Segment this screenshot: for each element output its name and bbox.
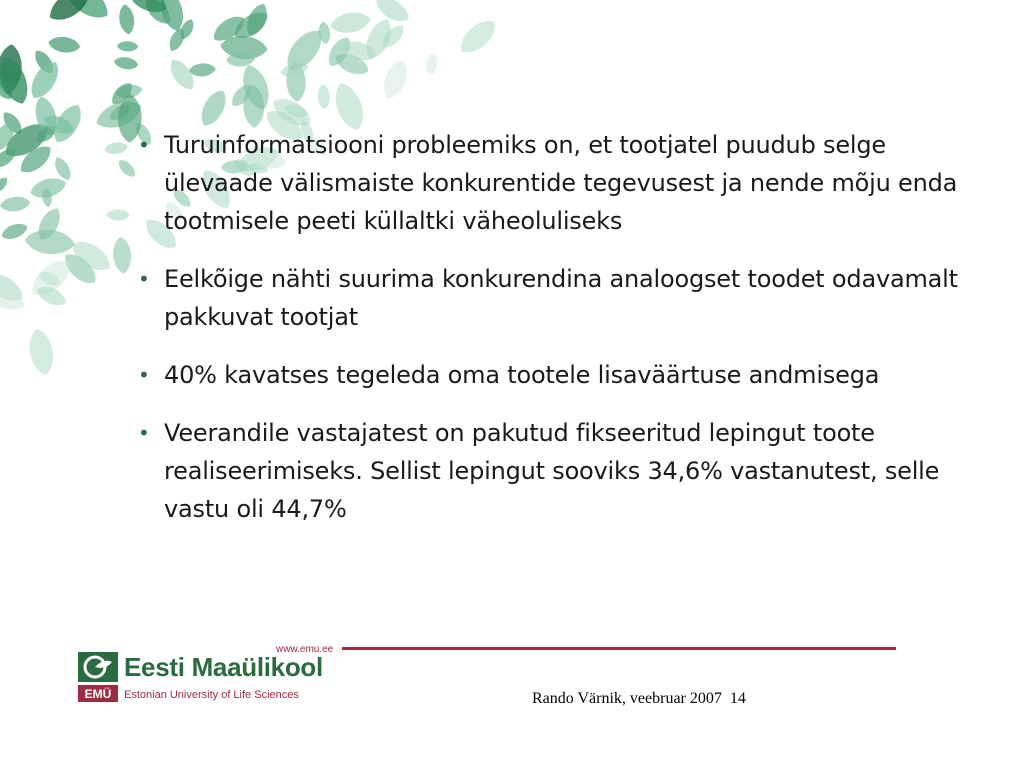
leaf-shape [196, 86, 232, 130]
bullet-text: Veerandile vastajatest on pakutud fikseeritud lepingut toote realiseerimiseks. Sellist lepingut sooviks 34,6% vastanutest, selle vastu oli 44,7% [164, 419, 940, 523]
footer-author [532, 690, 746, 708]
university-name-en: Estonian University of Life Sciences [124, 689, 299, 701]
bullet-icon: • [138, 421, 150, 445]
leaf-shape [372, 0, 413, 27]
leaf-shape [425, 52, 439, 75]
bullet-text: Eelkõige nähti suurima konkurendina analoogset toodet odavamalt pakkuvat tootjat [164, 265, 958, 331]
bullet-icon: • [138, 363, 150, 387]
leaf-shape [26, 327, 57, 377]
bullet-list [136, 126, 996, 548]
bullet-item [136, 414, 996, 528]
leaf-shape [0, 175, 10, 196]
leaf-shape [379, 57, 412, 103]
footer-url: www.emu.ee [276, 644, 334, 655]
leaf-shape [117, 41, 139, 52]
leaf-shape [317, 84, 331, 110]
leaf-shape [454, 14, 501, 59]
leaf-shape [0, 220, 30, 242]
leaf-shape [112, 236, 133, 274]
leaf-shape [106, 209, 129, 221]
bullet-text: Turuinformatsiooni probleemiks on, et tootjatel puudub selge ülevaade välismaiste konkurentide tegevusest ja nende mõju enda tootmisele peeti küllaltki väheoluliseks [164, 131, 958, 235]
leaf-shape [0, 195, 31, 213]
bullet-icon: • [138, 267, 150, 291]
leaf-shape [24, 228, 76, 256]
emu-logo-icon [78, 652, 118, 702]
bullet-item [136, 356, 996, 394]
university-name: Eesti Maaülikool [124, 652, 323, 682]
bullet-item [136, 126, 996, 240]
logo-abbr: EMÜ [84, 687, 112, 701]
leaf-shape [47, 35, 81, 55]
leaf-shape [115, 157, 138, 180]
leaf-shape [113, 55, 139, 71]
leaf-shape [117, 3, 136, 35]
bullet-icon: • [138, 133, 150, 157]
footer-divider [342, 647, 896, 650]
leaf-shape [329, 10, 372, 36]
leaf-shape [188, 62, 216, 77]
bullet-text: 40% kavatses tegeleda oma tootele lisaväärtuse andmisega [164, 361, 880, 389]
author-date: Rando Värnik, veebruar 2007 [532, 690, 722, 707]
leaf-shape [104, 141, 129, 156]
page-number: 14 [729, 690, 746, 707]
bullet-item [136, 260, 996, 336]
